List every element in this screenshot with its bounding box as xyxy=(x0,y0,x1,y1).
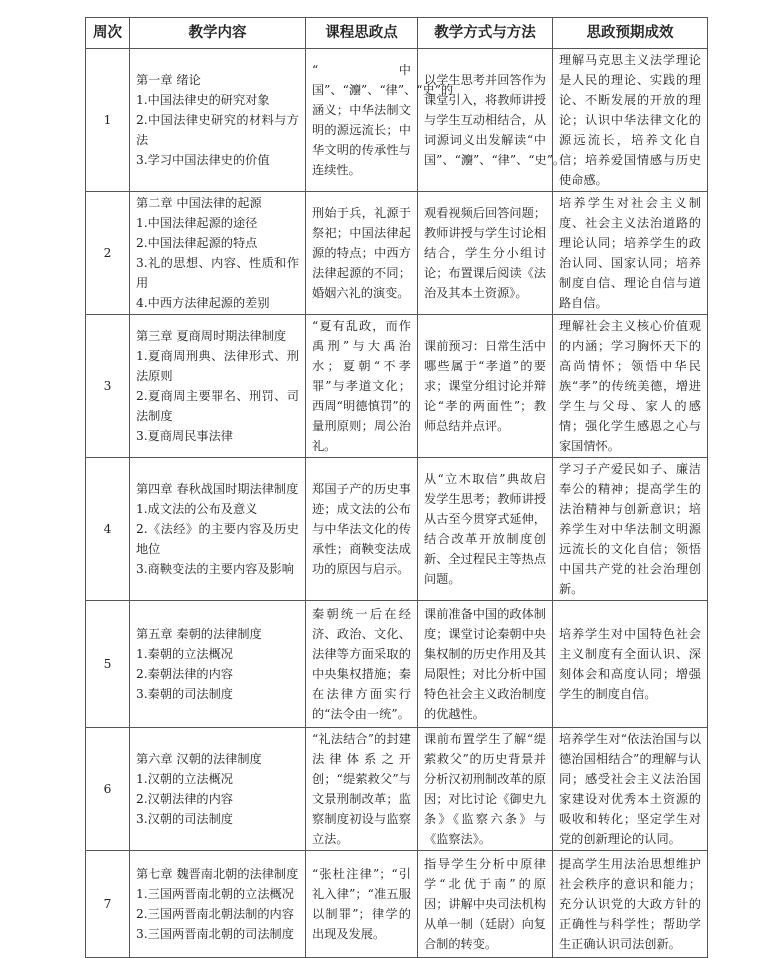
content-item: 2.中国法律史研究的材料与方法 xyxy=(136,113,299,147)
content-item: 2.《法经》的主要内容及历史地位 xyxy=(136,522,299,556)
content-item: 1.三国两晋南北朝的立法概况 xyxy=(136,887,294,901)
content-item: 1.汉朝的立法概况 xyxy=(136,772,233,786)
points-cell: “张杜注律”；“引礼入律”；“准五服以制罪”；律学的出现及发展。 xyxy=(306,851,418,958)
content-item: 4.中西方法律起源的差别 xyxy=(136,296,270,310)
methods-cell: 课前布置学生了解“缇萦救父”的历史背景并分析汉初刑制改革的原因；对比讨论《御史九条》《监察六条》与《监察法》。 xyxy=(418,728,553,851)
points-cell: 秦朝统一后在经济、政治、文化、法律等方面采取的中央集权措施；秦在法律方面实行的“法令由一统”。 xyxy=(306,601,418,728)
methods-cell: 以学生思考并回答作为课堂引入，将教师讲授与学生互动相结合，从词源词义出发解读“中国”、“灋”、“律”、“史”。 xyxy=(418,49,553,192)
outcomes-cell: 理解马克思主义法学理论是人民的理论、实践的理论、不断发展的开放的理论；认识中华法律文化的源远流长，培养文化自信；培养爱国情感与历史使命感。 xyxy=(553,49,708,192)
content-item: 3.秦朝的司法制度 xyxy=(136,687,233,701)
content-item: 1.中国法律起源的途径 xyxy=(136,216,258,230)
week-cell: 3 xyxy=(86,315,130,458)
content-item: 3.三国两晋南北朝的司法制度 xyxy=(136,927,294,941)
content-item: 2.秦朝法律的内容 xyxy=(136,667,233,681)
week-cell: 1 xyxy=(86,49,130,192)
methods-cell: 课前预习：日常生活中哪些属于“孝道”的要求；课堂分组讨论并辩论“孝的两面性”；教师总结并点评。 xyxy=(418,315,553,458)
points-cell: 刑始于兵，礼源于祭祀；中国法律起源的特点；中西方法律起源的不同；婚姻六礼的演变。 xyxy=(306,192,418,315)
content-item: 3.学习中国法律史的价值 xyxy=(136,153,270,167)
syllabus-table xyxy=(85,17,708,958)
methods-cell: 观看视频后回答问题；教师讲授与学生讨论相结合，学生分小组讨论；布置课后阅读《法治及其本土资源》。 xyxy=(418,192,553,315)
content-item: 1.秦朝的立法概况 xyxy=(136,647,233,661)
outcomes-cell: 提高学生用法治思想维护社会秩序的意识和能力；充分认识党的大政方针的正确性与科学性；帮助学生正确认识司法创新。 xyxy=(553,851,708,958)
content-item: 第五章 秦朝的法律制度 xyxy=(136,627,262,641)
week-cell: 2 xyxy=(86,192,130,315)
content-item: 3.礼的思想、内容、性质和作用 xyxy=(136,256,299,290)
content-item: 第三章 夏商周时期法律制度 xyxy=(136,329,287,343)
week-cell: 6 xyxy=(86,728,130,851)
header-week: 周次 xyxy=(86,18,130,49)
methods-cell: 指导学生分析中原律学“北优于南”的原因；讲解中央司法机构从单一制（廷尉）向复合制的转变。 xyxy=(418,851,553,958)
content-cell xyxy=(130,315,306,458)
content-item: 1.成文法的公布及意义 xyxy=(136,502,258,516)
content-cell xyxy=(130,49,306,192)
header-points: 课程思政点 xyxy=(306,18,418,49)
week-cell: 5 xyxy=(86,601,130,728)
header-content: 教学内容 xyxy=(130,18,306,49)
content-item: 1.中国法律史的研究对象 xyxy=(136,93,270,107)
content-item: 3.夏商周民事法律 xyxy=(136,429,233,443)
content-item: 第四章 春秋战国时期法律制度 xyxy=(136,482,299,496)
content-item: 第一章 绪论 xyxy=(136,73,201,87)
table-row xyxy=(86,315,708,458)
content-item: 第七章 魏晋南北朝的法律制度 xyxy=(136,867,299,881)
content-item: 3.商鞅变法的主要内容及影响 xyxy=(136,562,294,576)
outcomes-cell: 培养学生对中国特色社会主义制度有全面认识、深刻体会和高度认同；增强学生的制度自信。 xyxy=(553,601,708,728)
content-item: 3.汉朝的司法制度 xyxy=(136,812,233,826)
header-outcomes: 思政预期成效 xyxy=(553,18,708,49)
points-cell: “夏有乱政，而作禹刑”与大禹治水；夏朝“不孝罪”与孝道文化；西周“明德慎罚”的量刑原则；周公治礼。 xyxy=(306,315,418,458)
content-item: 1.夏商周刑典、法律形式、刑法原则 xyxy=(136,349,299,383)
content-cell xyxy=(130,458,306,601)
content-item: 2.汉朝法律的内容 xyxy=(136,792,233,806)
methods-cell: 从“立木取信”典故启发学生思考；教师讲授从古至今贯穿式延伸，结合改革开放制度创新、全过程民主等热点问题。 xyxy=(418,458,553,601)
table-row xyxy=(86,49,708,192)
points-cell: 郑国子产的历史事迹；成文法的公布与中华法文化的传承性；商鞅变法成功的原因与启示。 xyxy=(306,458,418,601)
content-item: 第二章 中国法律的起源 xyxy=(136,196,262,210)
content-item: 2.夏商周主要罪名、刑罚、司法制度 xyxy=(136,389,299,423)
content-item: 2.三国两晋南北朝法制的内容 xyxy=(136,907,294,921)
table-row xyxy=(86,601,708,728)
week-cell: 7 xyxy=(86,851,130,958)
table-row xyxy=(86,458,708,601)
table-row xyxy=(86,728,708,851)
header-row xyxy=(86,18,708,49)
table-row xyxy=(86,192,708,315)
outcomes-cell: 培养学生对“依法治国与以德治国相结合”的理解与认同；感受社会主义法治国家建设对优秀本土资源的吸收和转化；坚定学生对党的创新理论的认同。 xyxy=(553,728,708,851)
header-methods: 教学方式与方法 xyxy=(418,18,553,49)
points-cell: “中国”、“灋”、“律”、“史”的涵义；中华法制文明的源远流长；中华文明的传承性与连续性。 xyxy=(306,49,418,192)
content-cell xyxy=(130,728,306,851)
content-cell xyxy=(130,601,306,728)
content-item: 第六章 汉朝的法律制度 xyxy=(136,752,262,766)
content-cell xyxy=(130,851,306,958)
table-row xyxy=(86,851,708,958)
outcomes-cell: 理解社会主义核心价值观的内涵；学习胸怀天下的高尚情怀；领悟中华民族“孝”的传统美德，增进学生与父母、家人的感情；强化学生感恩之心与家国情怀。 xyxy=(553,315,708,458)
content-item: 2.中国法律起源的特点 xyxy=(136,236,258,250)
outcomes-cell: 培养学生对社会主义制度、社会主义法治道路的理论认同；培养学生的政治认同、国家认同；培养制度自信、理论自信与道路自信。 xyxy=(553,192,708,315)
week-cell: 4 xyxy=(86,458,130,601)
content-cell xyxy=(130,192,306,315)
methods-cell: 课前准备中国的政体制度；课堂讨论秦朝中央集权制的历史作用及其局限性；对比分析中国特色社会主义政治制度的优越性。 xyxy=(418,601,553,728)
points-cell: “礼法结合”的封建法律体系之开创；“缇萦救父”与文景刑制改革；监察制度初设与监察立法。 xyxy=(306,728,418,851)
outcomes-cell: 学习子产爱民如子、廉洁奉公的精神；提高学生的法治精神与创新意识；培养学生对中华法制文明源远流长的文化自信；领悟中国共产党的社会治理创新。 xyxy=(553,458,708,601)
